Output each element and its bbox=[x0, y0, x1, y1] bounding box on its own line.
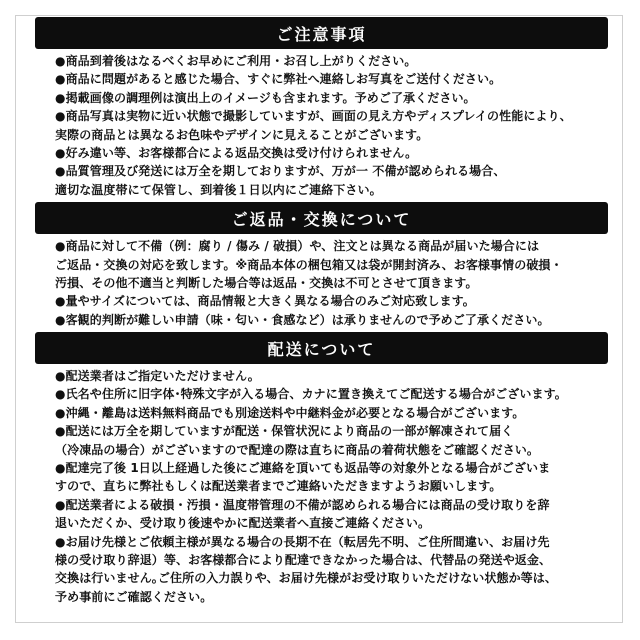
body-line: ●商品に問題があると感じた場合、すぐに弊社へ連絡しお写真をご送付ください。 bbox=[55, 72, 502, 87]
section-precautions bbox=[0, 17, 640, 199]
body-line: 様の受け取り辞退）等、お客様都合により配達できなかった場合は、代替品の発送や返金、 bbox=[55, 552, 552, 567]
body-line: 予め事前にご確認ください。 bbox=[55, 589, 213, 604]
section-returns bbox=[0, 202, 640, 329]
section-heading: 配送について bbox=[35, 332, 608, 364]
section-body bbox=[55, 367, 612, 606]
body-line: 退いただくか、受け取り後速やかに配送業者へ直接ご連絡ください。 bbox=[55, 516, 431, 531]
body-line: 汚損、その他不適当と判断した場合等は返品・交換は不可とさせて頂きます。 bbox=[55, 275, 478, 290]
body-line: ●客観的判断が難しい申請（味・匂い・食感など）は承りませんので予めご了承ください。 bbox=[55, 312, 550, 327]
body-line: 適切な温度帯にて保管し、到着後１日以内にご連絡下さい。 bbox=[55, 182, 382, 197]
body-line: ●配送業者による破損・汚損・温度帯管理の不備が認められる場合には商品の受け取りを辞 bbox=[55, 497, 550, 512]
section-body bbox=[55, 237, 612, 329]
body-line: ●掲載画像の調理例は演出上のイメージも含まれます。予めご了承ください。 bbox=[55, 90, 476, 105]
body-line: ●商品に対して不備（例：腐り / 傷み / 破損）や、注文とは異なる商品が届いた場合には bbox=[55, 239, 540, 254]
body-line: （冷凍品の場合）がございますので配達の際は直ちに商品の着荷状態をご確認ください。 bbox=[55, 442, 540, 457]
body-line: ご返品・交換の対応を致します。※商品本体の梱包箱又は袋が開封済み、お客様事情の破損・ bbox=[55, 257, 563, 272]
body-line: ●配送業者はご指定いただけません。 bbox=[55, 369, 260, 384]
section-shipping bbox=[0, 332, 640, 606]
body-line: ●商品到着後はなるべくお早めにご利用・お召し上がりください。 bbox=[55, 54, 417, 68]
body-line: ●品質管理及び発送には万全を期しておりますが、万が一 不備が認められる場合、 bbox=[55, 164, 506, 179]
body-line: ●沖縄・離島は送料無料商品でも別途送料や中継料金が必要となる場合がございます。 bbox=[55, 405, 525, 420]
body-line: ●配送には万全を期していますが配送・保管状況により商品の一部が解凍されて届く bbox=[55, 424, 514, 439]
body-line: ●量やサイズについては、商品情報と大きく異なる場合のみご対応致します。 bbox=[55, 294, 475, 309]
section-body bbox=[55, 52, 612, 199]
body-line: ●氏名や住所に旧字体･特殊文字が入る場合、カナに置き換えてご配送する場合がございます。 bbox=[55, 387, 567, 402]
body-line: 交換は行いません｡ご住所の入力誤りや、お届け先様がお受け取りいただけない状態か等は、 bbox=[55, 571, 557, 586]
body-line: ●商品写真は実物に近い状態で撮影していますが、画面の見え方やディスプレイの性能により、 bbox=[55, 109, 572, 124]
body-line: ●お届け先様とご依頼主様が異なる場合の長期不在（転居先不明、ご住所間違い、お届け先 bbox=[55, 534, 550, 549]
section-heading: ご返品・交換について bbox=[35, 202, 608, 234]
body-line: ●好み違い等、お客様都合による返品交換は受け付けられません。 bbox=[55, 145, 418, 160]
section-heading: ご注意事項 bbox=[35, 17, 608, 49]
body-line: 実際の商品とは異なるお色味やデザインに見えることがございます。 bbox=[55, 127, 429, 142]
body-line: すので、直ちに弊社もしくは配送業者までご連絡いただきますようお願いします。 bbox=[55, 479, 502, 494]
body-line: ●配達完了後 1日以上経過した後にご連絡を頂いても返品等の対象外となる場合がございま bbox=[55, 461, 551, 476]
